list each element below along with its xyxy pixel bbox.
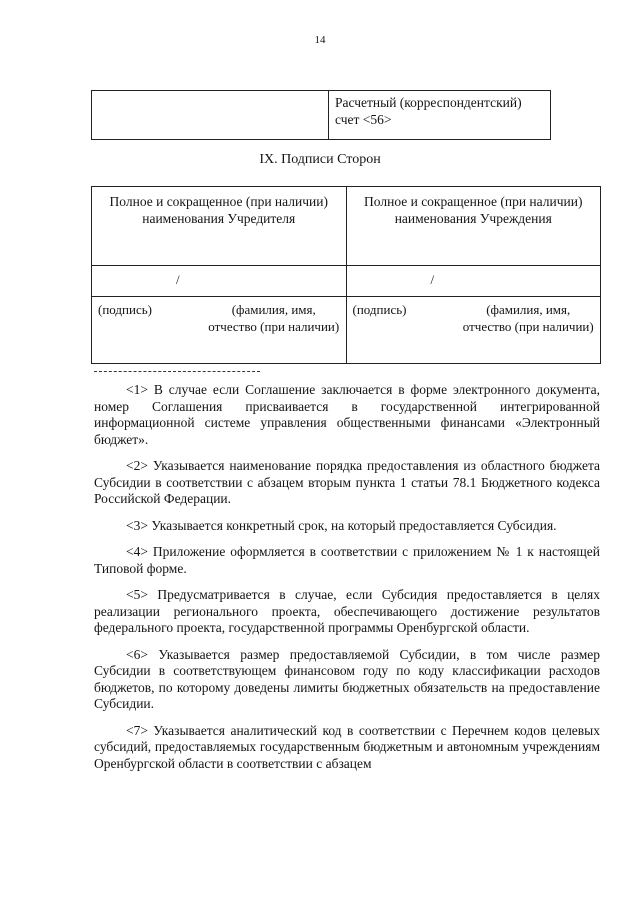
institution-signature-line — [346, 266, 601, 297]
footnote-3: <3> Указывается конкретный срок, на который предоставляется Субсидия. — [126, 517, 557, 533]
empty-cell — [92, 91, 329, 140]
section-title: IX. Подписи Сторон — [259, 152, 381, 167]
footnote-7: <7> Указывается аналитический код в соответствии с Перечнем кодов целевых субсидий, предоставляемых государственным бюджетным и автономным учреждениям Оренбургской области в соответствии с абзацем — [94, 722, 600, 771]
footnote-4: <4> Приложение оформляется в соответствии с приложением № 1 к настоящей Типовой форме. — [94, 544, 600, 576]
founder-signature-line — [92, 266, 347, 297]
footnote-6: <6> Указывается размер предоставляемой Субсидии, в том числе размер Субсидии в соответствующем финансовом году по коду классификации расходов бюджетов, по которому доведены лимиты бюджетных обязательств на предоставление Субсидии. — [94, 646, 600, 711]
founder-header: Полное и сокращенное (при наличии) наименования Учредителя — [92, 187, 347, 266]
slash: / — [176, 272, 180, 287]
name-caption: (фамилия, имя, отчество (при наличии) — [208, 302, 340, 334]
footnote-1: <1> В случае если Соглашение заключается в форме электронного документа, номер Соглашения присваивается в государственной интегрированной информационной системе управления общественными финансами «Электронный бюджет». — [94, 382, 600, 447]
name-caption: (фамилия, имя, отчество (при наличии) — [462, 302, 594, 334]
footnote-5: <5> Предусматривается в случае, если Субсидия предоставляется в целях реализации регионального проекта, обеспечивающего достижение результатов федерального проекта, государственной программы Оренбургской области. — [94, 587, 600, 635]
founder-signature-captions — [92, 297, 347, 364]
account-label-cell: Расчетный (корреспондентский) счет <56> — [329, 91, 551, 140]
signature-caption: (подпись) — [352, 302, 407, 317]
institution-signature-captions — [346, 297, 601, 364]
page-number: 14 — [314, 34, 326, 46]
institution-header: Полное и сокращенное (при наличии) наименования Учреждения — [346, 187, 601, 266]
signature-caption: (подпись) — [98, 302, 152, 317]
footnotes — [94, 382, 600, 782]
slash: / — [430, 272, 435, 287]
footnote-2: <2> Указывается наименование порядка предоставления из областного бюджета Субсидии в соответствии с абзацем вторым пункта 1 статьи 78.1 Бюджетного кодекса Российской Федерации. — [94, 458, 600, 506]
footnote-separator — [94, 371, 260, 372]
signatures-table — [91, 186, 601, 364]
account-table — [91, 90, 551, 140]
